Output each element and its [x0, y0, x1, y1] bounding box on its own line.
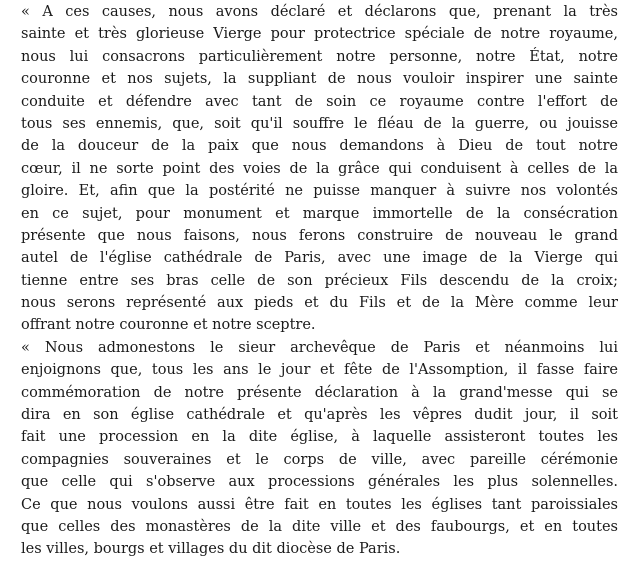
text-line: compagnies souveraines et le corps de ville, avec pareille cérémonie	[21, 451, 618, 468]
text-line: les villes, bourgs et villages du dit diocèse de Paris.	[21, 541, 401, 558]
text-line: nous serons représenté aux pieds et du Fils et de la Mère comme leur	[21, 295, 618, 312]
text-line: cœur, il ne sorte point des voies de la grâce qui conduisent à celles de la	[21, 160, 618, 177]
text-line: enjoignons que, tous les ans le jour et fête de l'Assomption, il fasse faire	[21, 362, 618, 379]
text-line: dira en son église cathédrale et qu'après les vêpres dudit jour, il soit	[21, 407, 618, 424]
text-line: offrant notre couronne et notre sceptre.	[21, 317, 316, 334]
document-text	[21, 1, 618, 561]
text-line: présente que nous faisons, nous ferons construire de nouveau le grand	[21, 227, 618, 244]
text-line: que celle qui s'observe aux processions générales les plus solennelles.	[21, 474, 618, 491]
text-line: tous ses ennemis, que, soit qu'il souffre le fléau de la guerre, ou jouisse	[21, 115, 618, 132]
paragraph-declaration	[21, 1, 618, 337]
text-line: Ce que nous voulons aussi être fait en toutes les églises tant paroissiales	[21, 496, 618, 513]
text-line: sainte et très glorieuse Vierge pour protectrice spéciale de notre royaume,	[21, 26, 618, 43]
text-line: fait une procession en la dite église, à laquelle assisteront toutes les	[21, 429, 618, 446]
text-line: conduite et défendre avec tant de soin ce royaume contre l'effort de	[21, 93, 618, 110]
text-line: couronne et nos sujets, la suppliant de nous vouloir inspirer une sainte	[21, 71, 618, 88]
text-line: de la douceur de la paix que nous demandons à Dieu de tout notre	[21, 138, 618, 155]
text-line: que celles des monastères de la dite ville et des faubourgs, et en toutes	[21, 518, 618, 535]
paragraph-procession	[21, 337, 618, 561]
text-line: nous lui consacrons particulièrement notre personne, notre État, notre	[21, 48, 618, 65]
text-line: autel de l'église cathédrale de Paris, avec une image de la Vierge qui	[21, 250, 618, 267]
text-line: tienne entre ses bras celle de son précieux Fils descendu de la croix;	[21, 272, 618, 289]
text-line: « A ces causes, nous avons déclaré et déclarons que, prenant la très	[21, 4, 618, 20]
text-line: en ce sujet, pour monument et marque immortelle de la consécration	[21, 205, 618, 222]
text-line: « Nous admonestons le sieur archevêque de Paris et néanmoins lui	[21, 339, 618, 356]
text-line: gloire. Et, afin que la postérité ne puisse manquer à suivre nos volontés	[21, 183, 618, 200]
text-line: commémoration de notre présente déclaration à la grand'messe qui se	[21, 384, 618, 401]
